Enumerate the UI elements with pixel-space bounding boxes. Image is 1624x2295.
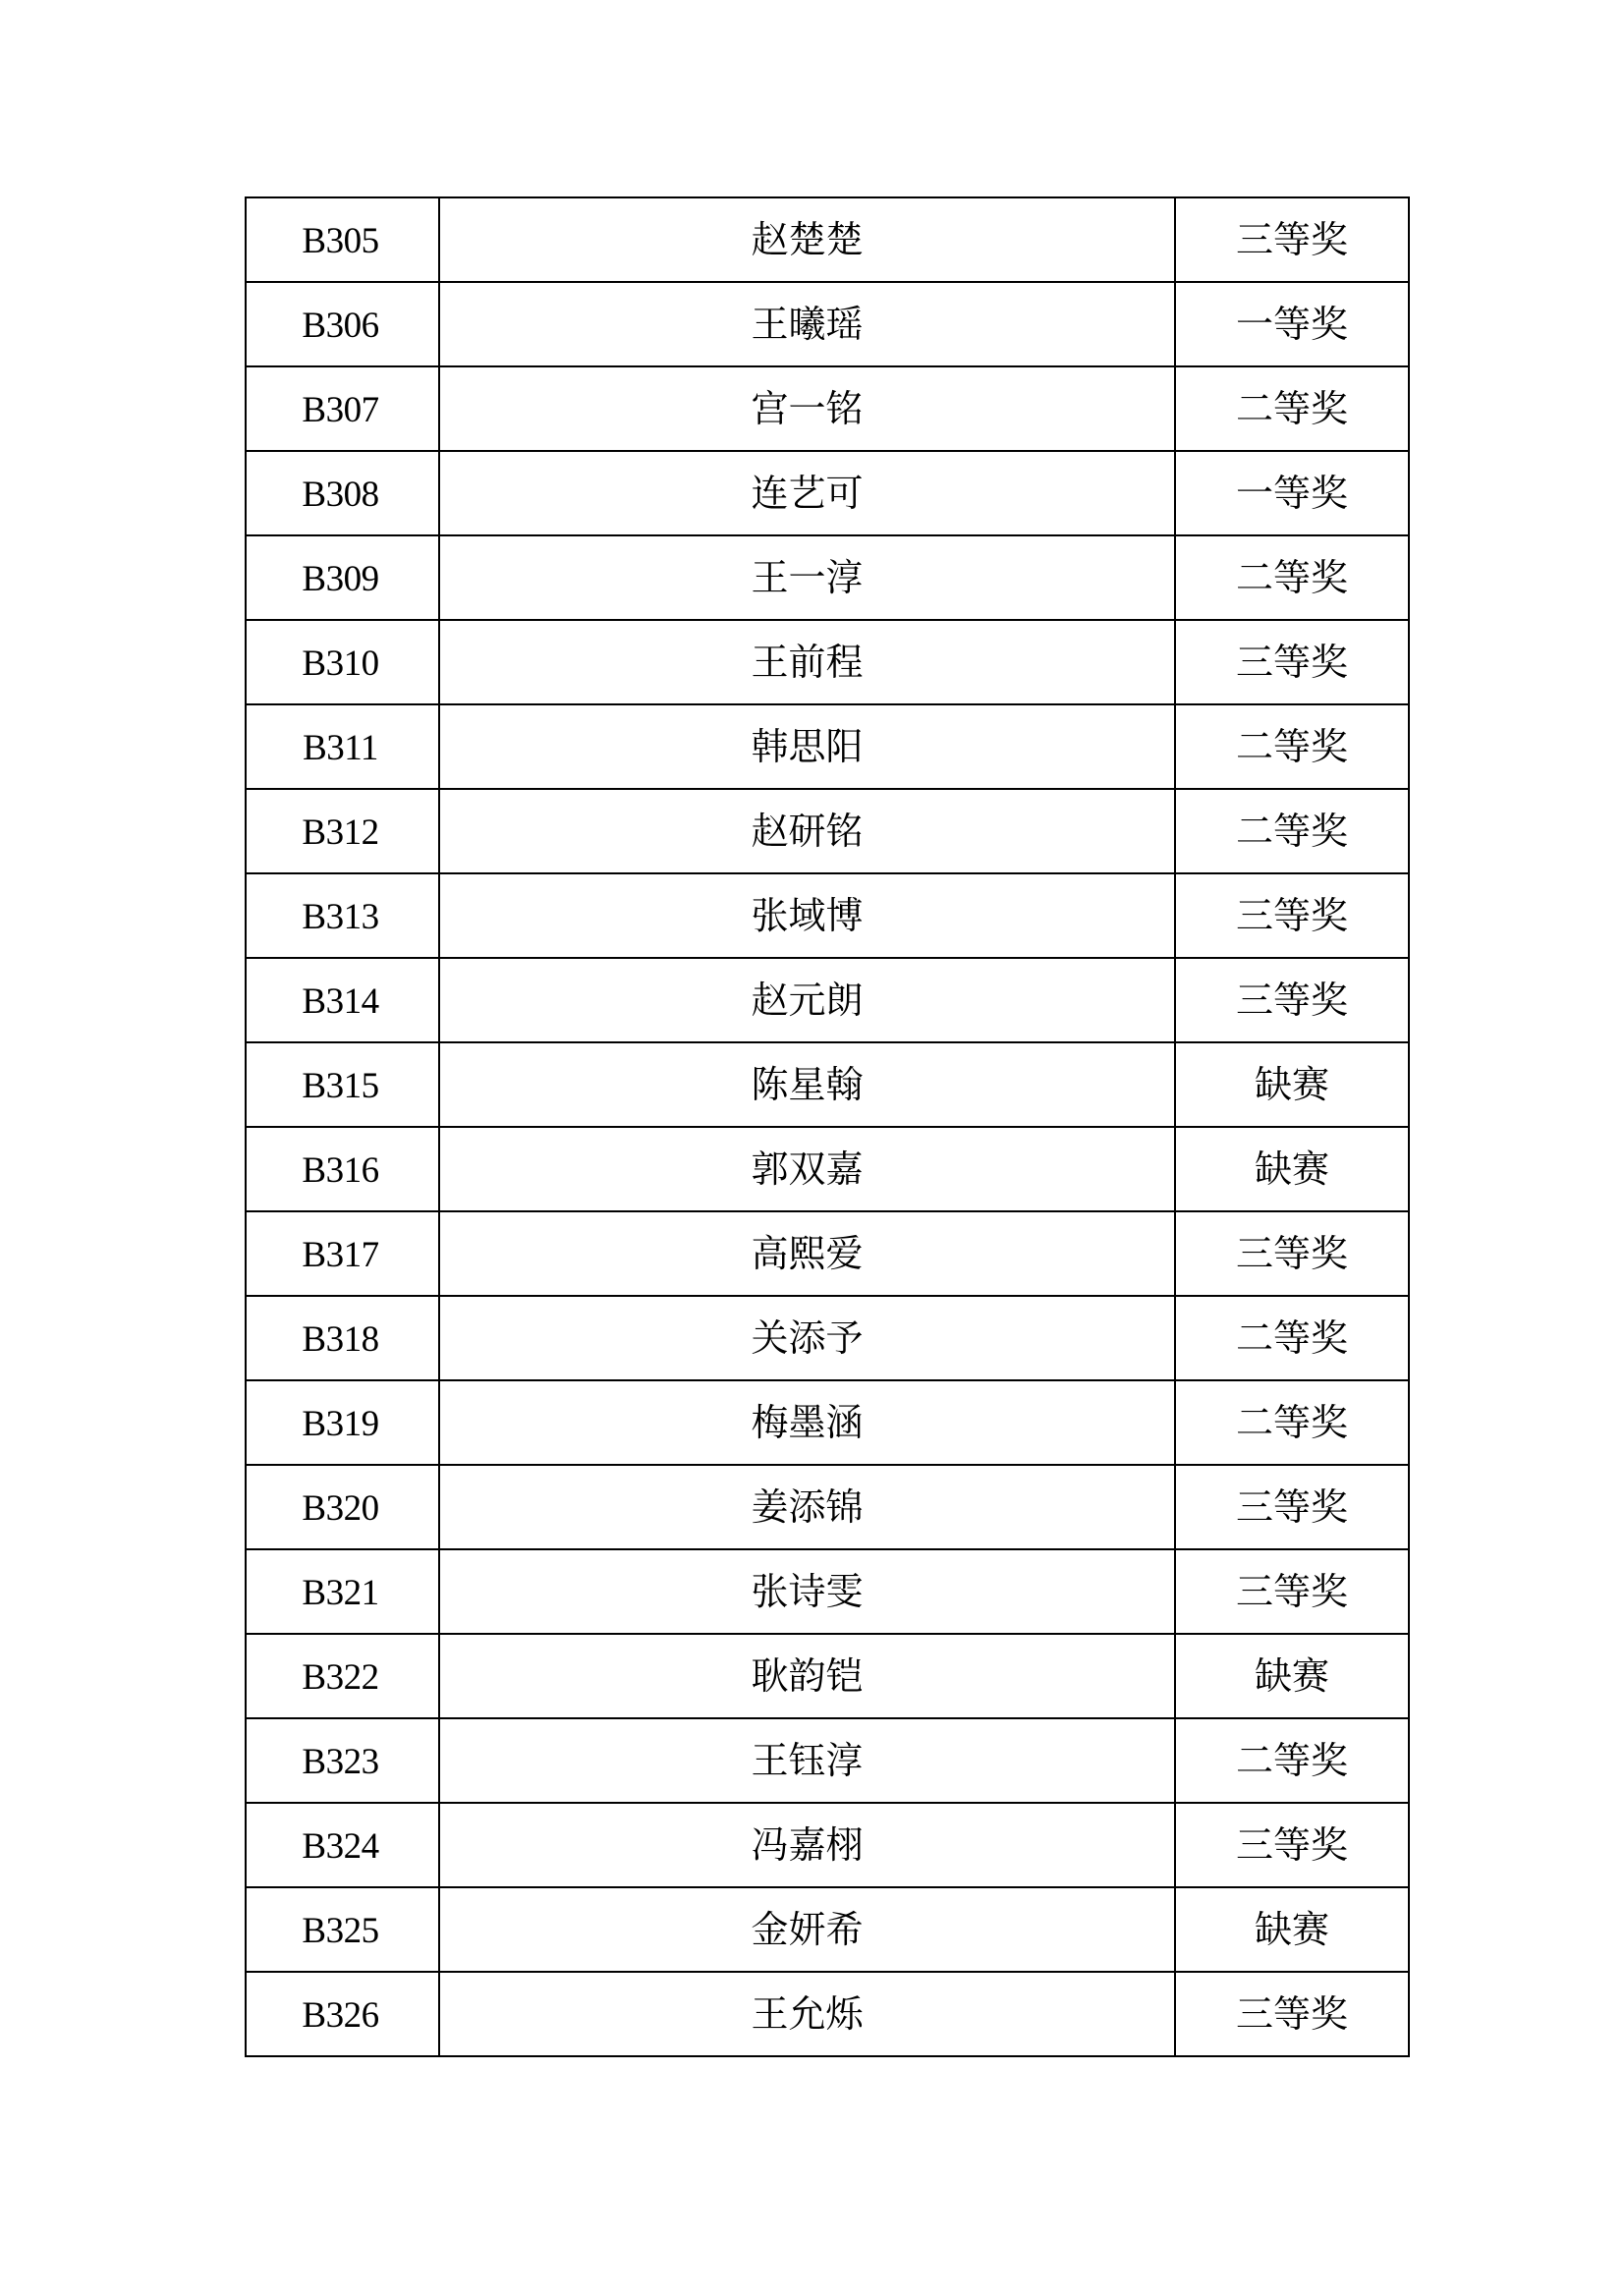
contestant-id: B311 xyxy=(303,727,378,768)
contestant-name: 赵楚楚 xyxy=(439,197,1175,282)
contestant-id: B308 xyxy=(302,474,379,515)
award-level: 三等奖 xyxy=(1175,1465,1409,1549)
contestant-name: 王前程 xyxy=(439,620,1175,704)
award-level: 二等奖 xyxy=(1175,1718,1409,1803)
id-cell xyxy=(246,1380,439,1465)
contestant-name: 郭双嘉 xyxy=(439,1127,1175,1211)
id-cell xyxy=(246,1803,439,1887)
award-level: 三等奖 xyxy=(1175,1211,1409,1296)
table-row xyxy=(246,1887,1409,1972)
contestant-id: B324 xyxy=(302,1825,379,1867)
award-level: 三等奖 xyxy=(1175,873,1409,958)
contestant-id: B305 xyxy=(302,220,379,261)
table-row xyxy=(246,789,1409,873)
table-row xyxy=(246,1465,1409,1549)
table-row xyxy=(246,1634,1409,1718)
contestant-id: B314 xyxy=(302,980,379,1022)
id-cell xyxy=(246,282,439,366)
id-cell xyxy=(246,704,439,789)
contestant-id: B307 xyxy=(302,389,379,430)
contestant-name: 王一淳 xyxy=(439,535,1175,620)
table-row xyxy=(246,1803,1409,1887)
id-cell xyxy=(246,873,439,958)
contestant-id: B322 xyxy=(302,1656,379,1698)
id-cell xyxy=(246,1042,439,1127)
table-row xyxy=(246,1549,1409,1634)
results-table xyxy=(245,196,1410,2057)
award-level: 二等奖 xyxy=(1175,535,1409,620)
contestant-id: B321 xyxy=(302,1572,379,1613)
award-level: 缺赛 xyxy=(1175,1887,1409,1972)
contestant-name: 张域博 xyxy=(439,873,1175,958)
id-cell xyxy=(246,1634,439,1718)
contestant-name: 王钰淳 xyxy=(439,1718,1175,1803)
contestant-name: 张诗雯 xyxy=(439,1549,1175,1634)
contestant-id: B313 xyxy=(302,896,379,937)
table-row xyxy=(246,620,1409,704)
table-row xyxy=(246,282,1409,366)
contestant-id: B309 xyxy=(302,558,379,599)
contestant-id: B317 xyxy=(302,1234,379,1275)
contestant-id: B320 xyxy=(302,1487,379,1529)
contestant-name: 耿韵铠 xyxy=(439,1634,1175,1718)
id-cell xyxy=(246,1465,439,1549)
award-level: 三等奖 xyxy=(1175,1549,1409,1634)
id-cell xyxy=(246,1887,439,1972)
award-level: 一等奖 xyxy=(1175,282,1409,366)
contestant-id: B312 xyxy=(302,812,379,853)
id-cell xyxy=(246,535,439,620)
award-level: 缺赛 xyxy=(1175,1634,1409,1718)
table-row xyxy=(246,1718,1409,1803)
table-row xyxy=(246,197,1409,282)
id-cell xyxy=(246,197,439,282)
contestant-id: B315 xyxy=(302,1065,379,1106)
id-cell xyxy=(246,451,439,535)
award-level: 缺赛 xyxy=(1175,1042,1409,1127)
table-row xyxy=(246,1127,1409,1211)
contestant-id: B325 xyxy=(302,1910,379,1951)
table-row xyxy=(246,1042,1409,1127)
table-row xyxy=(246,958,1409,1042)
contestant-name: 韩思阳 xyxy=(439,704,1175,789)
award-level: 三等奖 xyxy=(1175,1972,1409,2056)
contestant-id: B318 xyxy=(302,1318,379,1360)
id-cell xyxy=(246,1296,439,1380)
table-row xyxy=(246,535,1409,620)
award-level: 二等奖 xyxy=(1175,366,1409,451)
id-cell xyxy=(246,958,439,1042)
award-level: 缺赛 xyxy=(1175,1127,1409,1211)
contestant-id: B326 xyxy=(302,1994,379,2036)
award-level: 三等奖 xyxy=(1175,620,1409,704)
contestant-name: 赵元朗 xyxy=(439,958,1175,1042)
contestant-name: 姜添锦 xyxy=(439,1465,1175,1549)
award-level: 一等奖 xyxy=(1175,451,1409,535)
award-level: 二等奖 xyxy=(1175,789,1409,873)
contestant-name: 赵研铭 xyxy=(439,789,1175,873)
results-table-body xyxy=(246,197,1409,2056)
contestant-id: B306 xyxy=(302,305,379,346)
table-row xyxy=(246,1380,1409,1465)
contestant-name: 宫一铭 xyxy=(439,366,1175,451)
id-cell xyxy=(246,1549,439,1634)
award-level: 三等奖 xyxy=(1175,197,1409,282)
table-row xyxy=(246,1211,1409,1296)
table-row xyxy=(246,1972,1409,2056)
contestant-id: B323 xyxy=(302,1741,379,1782)
award-level: 二等奖 xyxy=(1175,1296,1409,1380)
contestant-name: 梅墨涵 xyxy=(439,1380,1175,1465)
table-row xyxy=(246,451,1409,535)
contestant-name: 关添予 xyxy=(439,1296,1175,1380)
award-level: 二等奖 xyxy=(1175,1380,1409,1465)
id-cell xyxy=(246,620,439,704)
id-cell xyxy=(246,789,439,873)
id-cell xyxy=(246,1211,439,1296)
contestant-id: B310 xyxy=(302,643,379,684)
id-cell xyxy=(246,1972,439,2056)
contestant-name: 金妍希 xyxy=(439,1887,1175,1972)
contestant-id: B319 xyxy=(302,1403,379,1444)
contestant-name: 冯嘉栩 xyxy=(439,1803,1175,1887)
id-cell xyxy=(246,1127,439,1211)
award-level: 三等奖 xyxy=(1175,958,1409,1042)
table-row xyxy=(246,704,1409,789)
contestant-name: 高熙爱 xyxy=(439,1211,1175,1296)
contestant-id: B316 xyxy=(302,1149,379,1191)
award-level: 二等奖 xyxy=(1175,704,1409,789)
contestant-name: 王允烁 xyxy=(439,1972,1175,2056)
table-row xyxy=(246,1296,1409,1380)
contestant-name: 陈星翰 xyxy=(439,1042,1175,1127)
contestant-name: 王曦瑶 xyxy=(439,282,1175,366)
table-row xyxy=(246,366,1409,451)
id-cell xyxy=(246,1718,439,1803)
contestant-name: 连艺可 xyxy=(439,451,1175,535)
id-cell xyxy=(246,366,439,451)
table-row xyxy=(246,873,1409,958)
award-level: 三等奖 xyxy=(1175,1803,1409,1887)
